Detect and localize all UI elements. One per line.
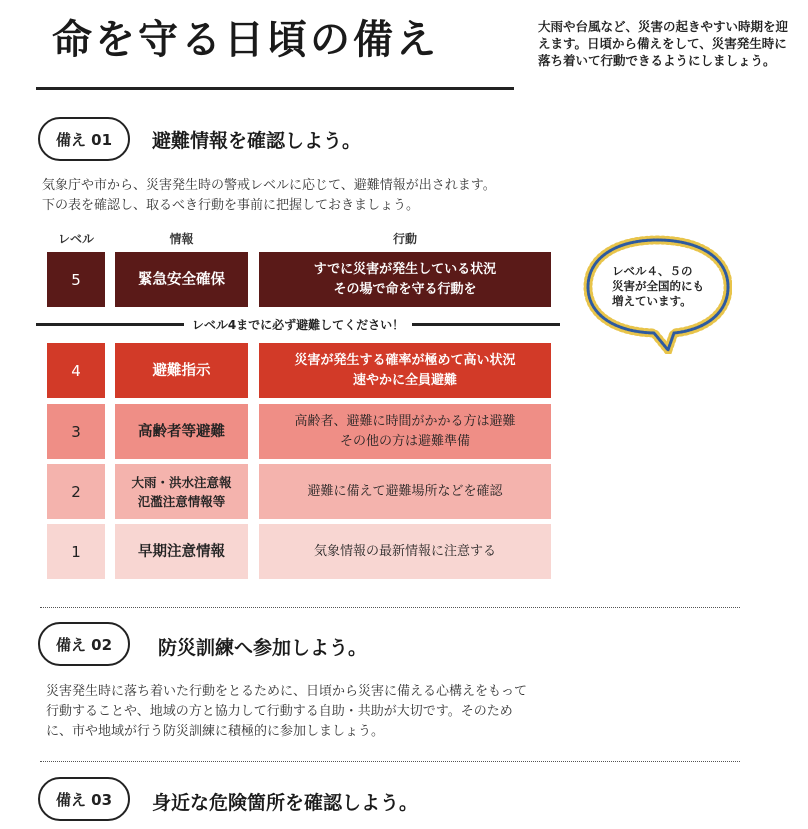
- info-cell: [115, 404, 248, 459]
- section-body-02: [46, 682, 606, 742]
- info-line: 早期注意情報: [138, 543, 225, 560]
- section-separator: [40, 761, 740, 762]
- info-cell: [115, 524, 248, 579]
- bubble-text: [612, 264, 704, 309]
- bubble-line: 増えています。: [612, 294, 692, 308]
- action-line: 高齢者、避難に時間がかかる方は避難: [294, 413, 516, 429]
- action-line: 避難に備えて避難場所などを確認: [307, 483, 503, 499]
- action-line: その場で命を守る行動を: [333, 281, 477, 297]
- action-cell: [259, 252, 551, 307]
- info-cell: [115, 464, 248, 519]
- action-line: その他の方は避難準備: [339, 433, 470, 449]
- level-cell: [47, 252, 105, 307]
- bubble-line: レベル４、５の: [612, 264, 693, 278]
- action-cell: [259, 524, 551, 579]
- section-title-02: 防災訓練へ参加しよう。: [158, 637, 368, 659]
- info-line: 高齢者等避難: [138, 423, 225, 440]
- col-header-action: 行動: [392, 232, 417, 246]
- action-cell: [259, 464, 551, 519]
- body-line: 下の表を確認し、取るべき行動を事前に把握しておきましょう。: [42, 198, 420, 213]
- page-title: 命を守る日頃の備え: [52, 17, 439, 63]
- info-line: 大雨・洪水注意報: [131, 474, 232, 490]
- intro-text: 大雨や台風など、災害の起きやすい時期を迎えます。日頃から備えをして、災害発生時に落ち着いて行動できるようにしましょう。: [538, 19, 789, 68]
- level-cell: [47, 524, 105, 579]
- section-badge-03: 備え 03: [38, 777, 130, 821]
- bubble-line: 災害が全国的にも: [612, 279, 704, 293]
- action-line: すでに災害が発生している状況: [313, 261, 497, 277]
- level-cell: [47, 464, 105, 519]
- section-title-01: 避難情報を確認しよう。: [152, 130, 362, 152]
- body-line: に、市や地域が行う防災訓練に積極的に参加しましょう。: [46, 724, 385, 739]
- section-title-03: 身近な危険箇所を確認しよう。: [152, 792, 419, 814]
- section-separator: [40, 607, 740, 608]
- level-number: 4: [71, 361, 81, 380]
- action-cell: [259, 343, 551, 398]
- level-number: 5: [71, 270, 81, 289]
- action-line: 速やかに全員避難: [352, 372, 457, 388]
- level-number: 3: [71, 422, 81, 441]
- body-line: 災害発生時に落ち着いた行動をとるために、日頃から災害に備える心構えをもって: [46, 684, 528, 699]
- level4-divider-text: レベル4までに必ず避難してください！: [184, 318, 412, 332]
- title-underline: [36, 87, 514, 90]
- body-line: 気象庁や市から、災害発生時の警戒レベルに応じて、避難情報が出されます。: [42, 178, 496, 193]
- level4-divider: [36, 314, 560, 333]
- info-cell: [115, 252, 248, 307]
- info-line: 緊急安全確保: [138, 271, 225, 288]
- section-badge-01: 備え 01: [38, 117, 130, 161]
- body-line: 行動することや、地域の方と協力して行動する自助・共助が大切です。そのため: [46, 704, 513, 719]
- col-header-info: 情報: [169, 232, 194, 246]
- section-badge-02: 備え 02: [38, 622, 130, 666]
- action-cell: [259, 404, 551, 459]
- level-cell: [47, 404, 105, 459]
- action-line: 災害が発生する確率が極めて高い状況: [294, 352, 516, 368]
- action-line: 気象情報の最新情報に注意する: [313, 543, 496, 559]
- col-header-level: レベル: [57, 232, 94, 246]
- info-cell: [115, 343, 248, 398]
- section-body-01: [42, 176, 562, 216]
- level-number: 1: [71, 542, 81, 561]
- info-line: 氾濫注意情報等: [137, 493, 226, 509]
- level-number: 2: [71, 482, 81, 501]
- level-cell: [47, 343, 105, 398]
- info-line: 避難指示: [152, 362, 211, 379]
